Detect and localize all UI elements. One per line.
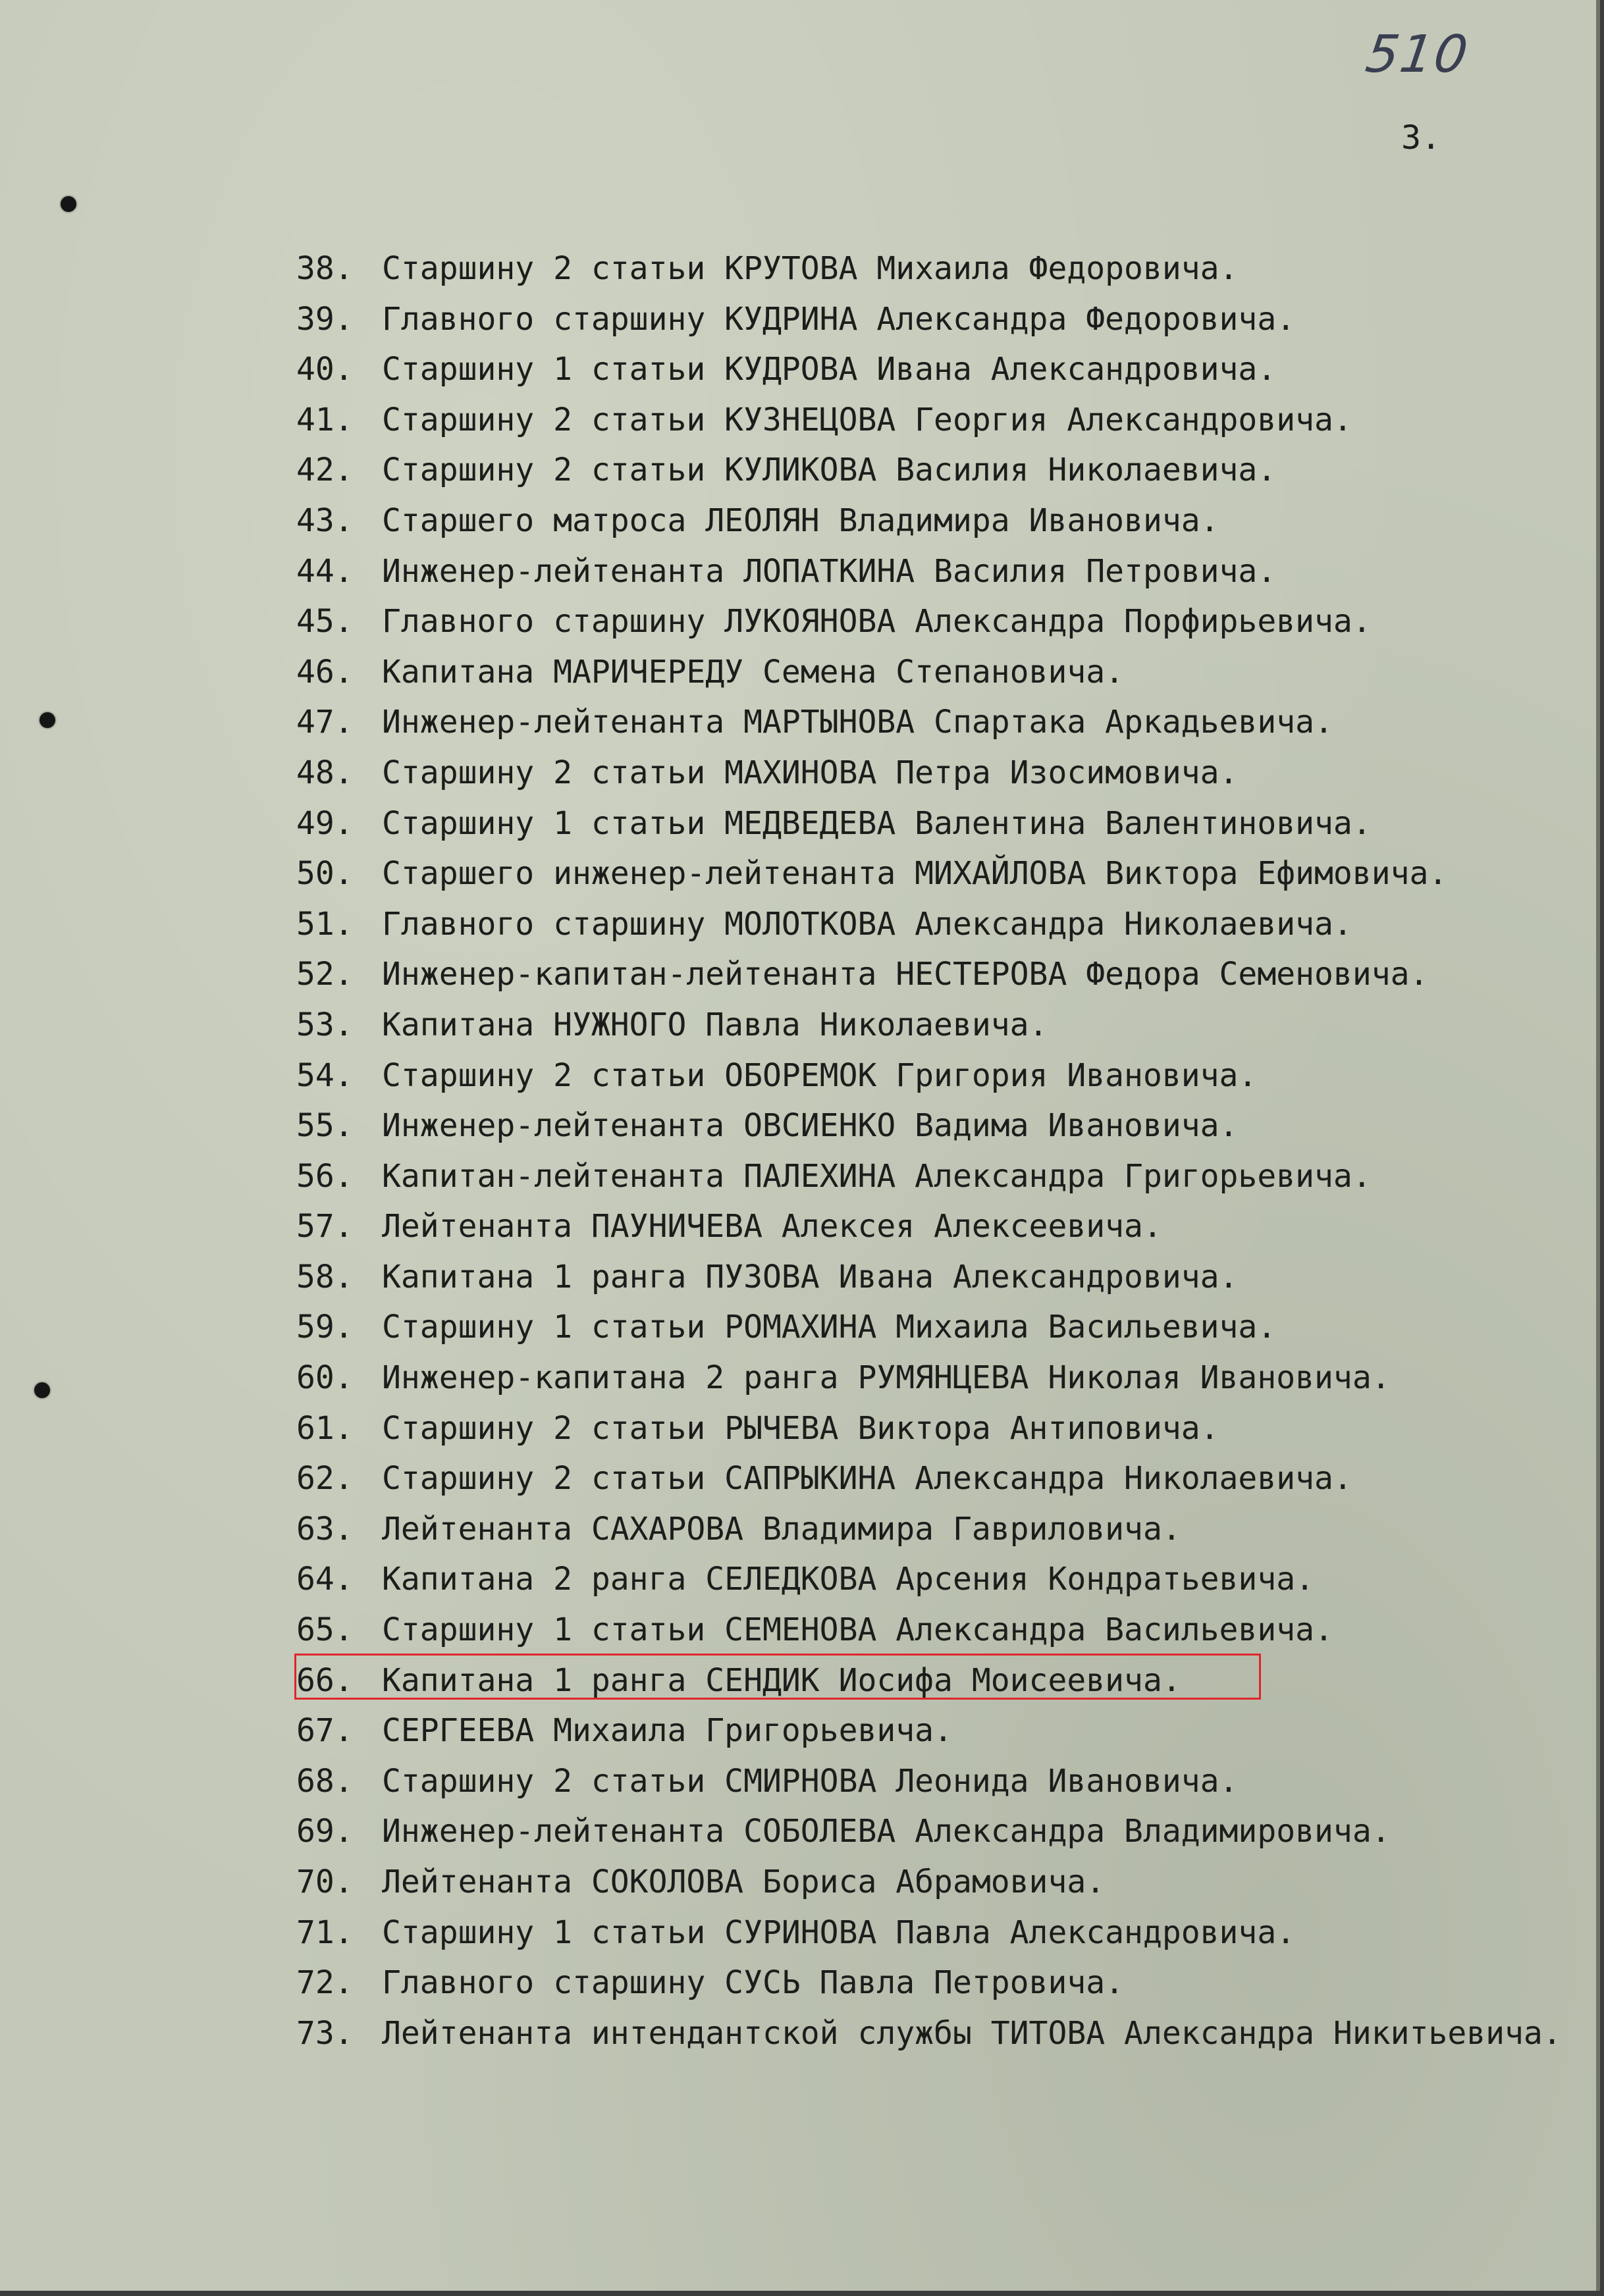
- entry-text: Старшину 1 статьи СЕМЕНОВА Александра Васильевича.: [382, 1611, 1333, 1649]
- archive-page-number: 510: [1362, 25, 1473, 84]
- entry-number: 63.: [296, 1510, 354, 1548]
- list-item: [296, 1706, 1574, 1756]
- list-item: [296, 1806, 1574, 1857]
- list-item: [296, 1051, 1574, 1101]
- entry-text: Инженер-лейтенанта ОВСИЕНКО Вадима Ивановича.: [382, 1107, 1239, 1145]
- entry-number: 41.: [296, 401, 354, 438]
- list-item: [296, 244, 1574, 294]
- entry-text: Старшину 2 статьи КРУТОВА Михаила Федоровича.: [382, 250, 1239, 287]
- list-item: [296, 949, 1574, 1000]
- list-item: [296, 647, 1574, 698]
- entry-text: Старшего матроса ЛЕОЛЯН Владимира Ивановича.: [382, 502, 1219, 539]
- entry-number: 52.: [296, 956, 354, 993]
- entry-number: 50.: [296, 855, 354, 893]
- entry-number: 44.: [296, 552, 354, 590]
- list-item: [296, 1252, 1574, 1303]
- list-item: [296, 899, 1574, 950]
- entry-number: 61.: [296, 1409, 354, 1447]
- entry-text: Капитана 1 ранга ПУЗОВА Ивана Александровича.: [382, 1258, 1239, 1295]
- list-item: [296, 344, 1574, 395]
- entry-number: 43.: [296, 502, 354, 539]
- entry-text: Капитана 2 ранга СЕЛЕДКОВА Арсения Кондратьевича.: [382, 1561, 1315, 1598]
- entry-number: 68.: [296, 1762, 354, 1800]
- entry-number: 39.: [296, 300, 354, 338]
- entry-number: 57.: [296, 1208, 354, 1245]
- entry-text: Инженер-капитан-лейтенанта НЕСТЕРОВА Федора Семеновича.: [382, 956, 1429, 993]
- list-item: [296, 1554, 1574, 1605]
- entry-text: Инженер-капитана 2 ранга РУМЯНЦЕВА Николая Ивановича.: [382, 1359, 1391, 1397]
- entry-text: Старшину 2 статьи СМИРНОВА Леонида Ивановича.: [382, 1762, 1239, 1800]
- list-item: [296, 445, 1574, 496]
- list-item: [296, 596, 1574, 647]
- entry-number: 40.: [296, 351, 354, 388]
- list-item: [296, 1403, 1574, 1454]
- entry-text: Главного старшину МОЛОТКОВА Александра Николаевича.: [382, 905, 1352, 943]
- entry-number: 56.: [296, 1157, 354, 1195]
- list-item: [296, 1000, 1574, 1051]
- entry-text: Лейтенанта интендантской службы ТИТОВА Александра Никитьевича.: [382, 2014, 1562, 2052]
- entry-text: Старшину 1 статьи КУДРОВА Ивана Александровича.: [382, 351, 1277, 388]
- entry-text: Главного старшину ЛУКОЯНОВА Александра Порфирьевича.: [382, 603, 1372, 640]
- entry-text: Старшину 2 статьи МАХИНОВА Петра Изосимовича.: [382, 754, 1239, 791]
- entry-number: 64.: [296, 1561, 354, 1598]
- list-item: [296, 1605, 1574, 1656]
- list-item: [296, 1453, 1574, 1504]
- entry-number: 47.: [296, 704, 354, 741]
- entry-number: 59.: [296, 1309, 354, 1346]
- entry-number: 49.: [296, 804, 354, 842]
- list-item: [296, 697, 1574, 748]
- entry-text: Инженер-лейтенанта ЛОПАТКИНА Василия Петровича.: [382, 552, 1277, 590]
- award-list: [296, 244, 1574, 2052]
- entry-number: 72.: [296, 1964, 354, 2002]
- entry-text: Старшину 1 статьи СУРИНОВА Павла Александровича.: [382, 1914, 1296, 1951]
- entry-number: 62.: [296, 1460, 354, 1498]
- entry-text: СЕРГЕЕВА Михаила Григорьевича.: [382, 1712, 953, 1750]
- page-number: 3.: [1401, 118, 1441, 157]
- entry-number: 55.: [296, 1107, 354, 1145]
- entry-number: 58.: [296, 1258, 354, 1295]
- list-item: [296, 848, 1574, 899]
- entry-number: 45.: [296, 603, 354, 640]
- list-item: [296, 798, 1574, 849]
- entry-number: 70.: [296, 1864, 354, 1900]
- entry-number: 48.: [296, 754, 354, 791]
- entry-number: 53.: [296, 1006, 354, 1043]
- entry-text: Капитана 1 ранга СЕНДИК Иосифа Моисеевича.: [382, 1661, 1181, 1699]
- entry-number: 66.: [296, 1661, 354, 1699]
- entry-text: Старшину 1 статьи МЕДВЕДЕВА Валентина Валентиновича.: [382, 804, 1372, 842]
- list-item: [296, 496, 1574, 546]
- entry-number: 69.: [296, 1813, 354, 1850]
- entry-text: Старшину 1 статьи РОМАХИНА Михаила Васильевича.: [382, 1309, 1277, 1346]
- list-item: [296, 1908, 1574, 1958]
- entry-text: Старшину 2 статьи ОБОРЕМОК Григория Ивановича.: [382, 1057, 1258, 1094]
- entry-number: 73.: [296, 2014, 354, 2052]
- list-item: [296, 546, 1574, 597]
- entry-text: Инженер-лейтенанта СОБОЛЕВА Александра Владимировича.: [382, 1813, 1391, 1850]
- entry-text: Капитан-лейтенанта ПАЛЕХИНА Александра Григорьевича.: [382, 1157, 1372, 1195]
- entry-text: Главного старшину СУСЬ Павла Петровича.: [382, 1964, 1125, 2002]
- entry-number: 67.: [296, 1712, 354, 1750]
- entry-number: 51.: [296, 905, 354, 943]
- list-item: [296, 2008, 1574, 2052]
- list-item: [296, 1756, 1574, 1807]
- entry-number: 65.: [296, 1611, 354, 1649]
- entry-text: Инженер-лейтенанта МАРТЫНОВА Спартака Аркадьевича.: [382, 704, 1333, 741]
- entry-text: Лейтенанта ПАУНИЧЕВА Алексея Алексеевича.: [382, 1208, 1162, 1245]
- list-item: [296, 748, 1574, 798]
- list-item: [296, 1857, 1574, 1908]
- entry-text: Капитана МАРИЧЕРЕДУ Семена Степановича.: [382, 653, 1125, 691]
- binder-hole: [61, 196, 76, 212]
- list-item: [296, 1151, 1574, 1202]
- list-item: [296, 1504, 1574, 1555]
- entry-number: 54.: [296, 1057, 354, 1094]
- entry-number: 42.: [296, 452, 354, 489]
- entry-text: Лейтенанта САХАРОВА Владимира Гавриловича.: [382, 1510, 1181, 1548]
- list-item: [296, 1353, 1574, 1403]
- entry-text: Старшего инженер-лейтенанта МИХАЙЛОВА Виктора Ефимовича.: [382, 855, 1448, 893]
- list-item: [296, 1958, 1574, 2008]
- entry-text: Старшину 2 статьи КУЛИКОВА Василия Николаевича.: [382, 452, 1277, 489]
- list-item: [296, 294, 1574, 345]
- entry-number: 38.: [296, 250, 354, 287]
- list-item: [296, 1656, 1574, 1706]
- binder-hole: [34, 1382, 50, 1398]
- list-item: [296, 1201, 1574, 1252]
- entry-text: Старшину 2 статьи САПРЫКИНА Александра Николаевича.: [382, 1460, 1352, 1498]
- entry-text: Капитана НУЖНОГО Павла Николаевича.: [382, 1006, 1048, 1043]
- list-item: [296, 395, 1574, 446]
- entry-number: 60.: [296, 1359, 354, 1397]
- entry-number: 71.: [296, 1914, 354, 1951]
- entry-number: 46.: [296, 653, 354, 691]
- entry-text: Старшину 2 статьи РЫЧЕВА Виктора Антиповича.: [382, 1409, 1219, 1447]
- list-item: [296, 1302, 1574, 1353]
- binder-hole: [40, 712, 55, 728]
- entry-text: Лейтенанта СОКОЛОВА Бориса Абрамовича.: [382, 1864, 1106, 1900]
- entry-text: Главного старшину КУДРИНА Александра Федоровича.: [382, 300, 1296, 338]
- entry-text: Старшину 2 статьи КУЗНЕЦОВА Георгия Александровича.: [382, 401, 1352, 438]
- list-item: [296, 1101, 1574, 1151]
